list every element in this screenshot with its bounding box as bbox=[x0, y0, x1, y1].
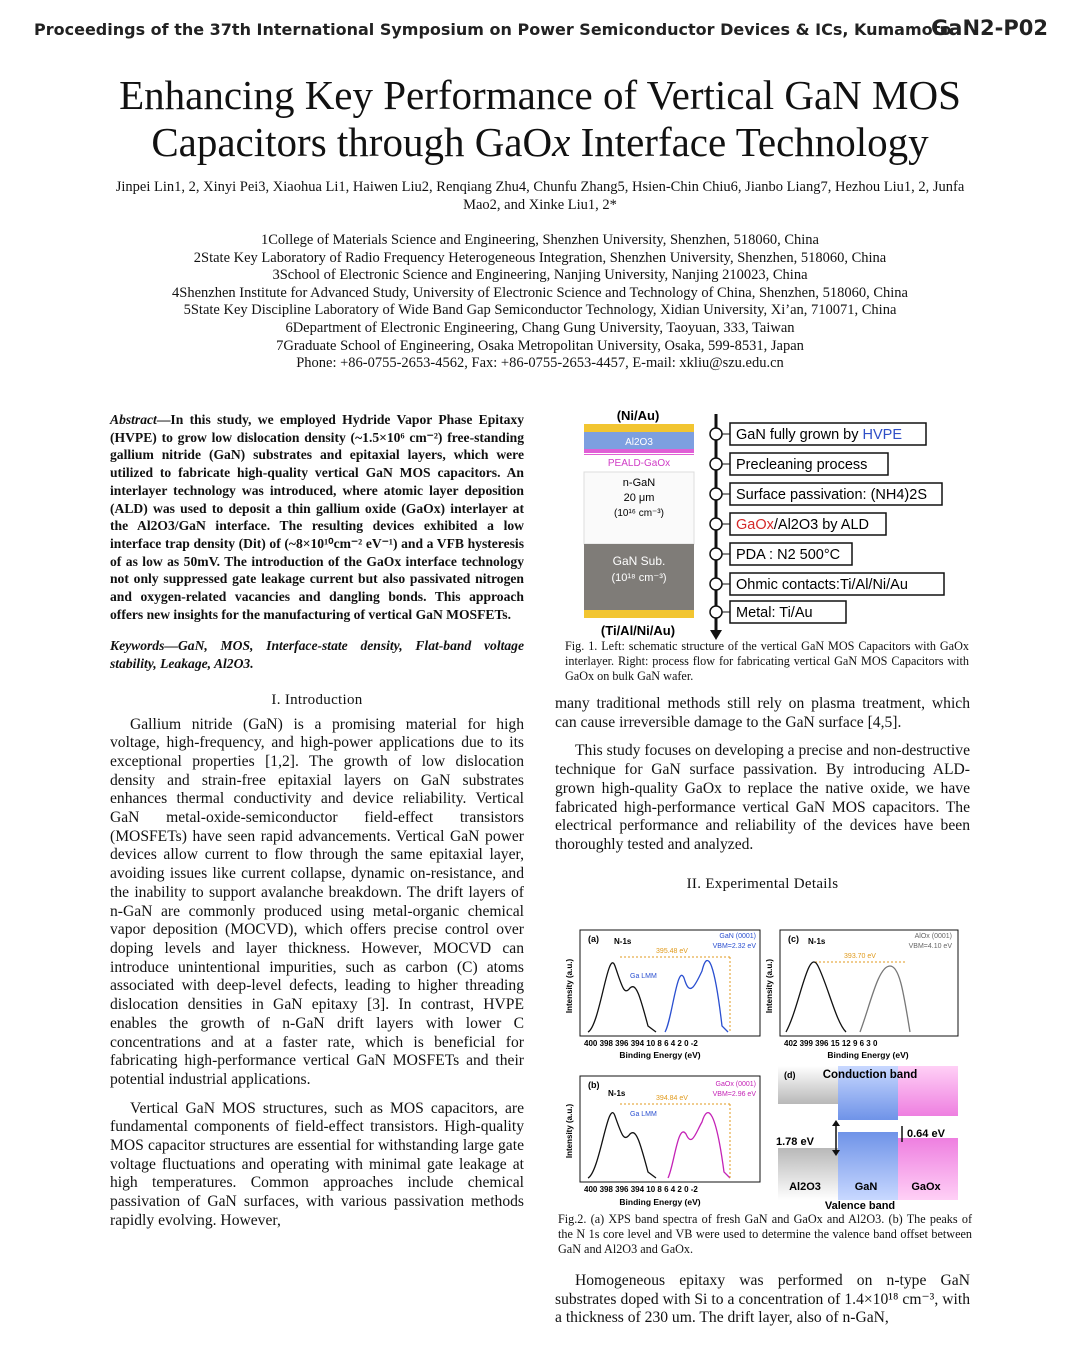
affiliations bbox=[60, 232, 1020, 373]
svg-text:GaN (0001): GaN (0001) bbox=[719, 933, 756, 940]
svg-text:GaOx/Al2O3 by ALD: GaOx/Al2O3 by ALD bbox=[736, 517, 869, 533]
step-1 bbox=[710, 423, 926, 445]
affiliation: 6Department of Electronic Engineering, Chang Gung University, Taoyuan, 333, Taiwan bbox=[285, 319, 795, 336]
svg-text:N-1s: N-1s bbox=[614, 937, 632, 946]
svg-text:GaOx: GaOx bbox=[911, 1181, 941, 1193]
title-line-1: Enhancing Key Performance of Vertical GaN MOS bbox=[119, 72, 961, 118]
svg-text:AlOx (0001): AlOx (0001) bbox=[914, 933, 952, 940]
process-flow bbox=[710, 423, 944, 623]
figure-2 bbox=[560, 926, 970, 1210]
panel-c bbox=[765, 930, 958, 1060]
step-5 bbox=[710, 543, 852, 565]
svg-text:Al2O3: Al2O3 bbox=[789, 1181, 821, 1193]
svg-text:400 398 396 394 10 8 6 4: 400 398 396 394 10 8 6 4 2 0 -2 bbox=[584, 1185, 698, 1194]
top-metal-layer bbox=[584, 424, 694, 432]
step-6 bbox=[710, 573, 944, 595]
ngan-label: n-GaN bbox=[622, 477, 656, 489]
svg-text:Ga LMM: Ga LMM bbox=[630, 973, 657, 980]
step-3 bbox=[710, 483, 942, 505]
substrate-doping: (10¹⁸ cm⁻³) bbox=[611, 572, 667, 584]
paper-title bbox=[60, 72, 1020, 166]
svg-text:Intensity (a.u.): Intensity (a.u.) bbox=[565, 1103, 574, 1159]
contact-line: Phone: +86-0755-2653-4562, Fax: +86-0755-2653-4457, E-mail: xkliu@szu.edu.cn bbox=[296, 355, 784, 372]
top-contact-label: (Ni/Au) bbox=[616, 408, 660, 423]
svg-text:Valence band: Valence band bbox=[824, 1200, 896, 1210]
conference-header: Proceedings of the 37th International Symposium on Power Semiconductor Devices & ICs, Kumamoto bbox=[34, 20, 952, 39]
keywords: Keywords—GaN, MOS, Interface-state density, Flat-band voltage stability, Leakage, Al2O3. bbox=[110, 638, 524, 672]
svg-text:(a): (a) bbox=[588, 934, 599, 944]
svg-text:VBM=2.96 eV: VBM=2.96 eV bbox=[712, 1091, 756, 1098]
panel-a bbox=[565, 930, 760, 1060]
bottom-contact-label: (Ti/Al/Ni/Au) bbox=[600, 623, 676, 638]
svg-text:395.48 eV: 395.48 eV bbox=[656, 948, 688, 955]
paper-code: GaN2-P02 bbox=[931, 16, 1048, 40]
panel-d bbox=[776, 1066, 958, 1210]
svg-text:PDA : N2 500°C: PDA : N2 500°C bbox=[736, 547, 841, 563]
svg-text:(b): (b) bbox=[588, 1080, 600, 1090]
svg-text:402 399 396 15 12 9 6: 402 399 396 15 12 9 6 3 0 bbox=[784, 1039, 878, 1048]
svg-text:Surface passivation: (NH4)2S: Surface passivation: (NH4)2S bbox=[736, 487, 927, 503]
ngan-thickness: 20 μm bbox=[623, 492, 655, 504]
section-heading-experimental: II. Experimental Details bbox=[686, 875, 839, 892]
svg-text:N-1s: N-1s bbox=[608, 1089, 626, 1098]
abstract: Abstract—In this study, we employed Hydride Vapor Phase Epitaxy (HVPE) to grow low dislocation density (~1.5×10⁶ cm⁻²) free-standing gallium nitride (GaN) substrates and epitaxial layers, which were utilized to fabricate high-quality vertical GaN MOS capacitors. An interlayer technology was introduced, where atomic layer deposition (ALD) was used to deposit a thin gallium oxide (GaOx) interlayer at the Al2O3/GaN interface. The resulting devices exhibited a low interface trap density (Dit) of (~8×10¹⁰cm⁻² eV⁻¹) and a VFB hysteresis of as low as 50mV. The introduction of the GaOx interface technology not only suppressed gate leakage current but also passivated nitrogen and oxygen-related vacancies and dangling bonds. This approach offers new insights for the manufacturing of vertical GaN MOSFETs. bbox=[110, 412, 524, 622]
svg-text:Ga LMM: Ga LMM bbox=[630, 1111, 657, 1118]
body-paragraph: Vertical GaN MOS structures, such as MOS capacitors, are fundamental components of field-effect transistors. High-quality MOS capacitor structures are essential for withstanding large gate voltage fluctuations and operating with minimal gate leakage at high temperatures. Common approaches include chemical passivation of GaN surfaces, with various passivation methods rapidly evolving. However, bbox=[110, 1099, 524, 1229]
svg-text:Conduction band: Conduction band bbox=[822, 1069, 918, 1081]
al2o3-label: Al2O3 bbox=[625, 437, 653, 448]
affiliation: 1College of Materials Science and Engineering, Shenzhen University, Shenzhen, 518060, China bbox=[261, 232, 819, 248]
svg-text:Binding Energy (eV): Binding Energy (eV) bbox=[619, 1197, 701, 1207]
svg-text:Binding Energy (eV): Binding Energy (eV) bbox=[827, 1050, 909, 1060]
substrate-label: GaN Sub. bbox=[612, 554, 666, 568]
svg-text:Precleaning process: Precleaning process bbox=[736, 457, 868, 473]
body-paragraph: Homogeneous epitaxy was performed on n-type GaN substrates doped with Si to a concentration of 1.4×10¹⁸ cm⁻³, with a thickness of 230 um. The drift layer, also of n-GaN, bbox=[555, 1272, 970, 1327]
svg-text:GaN: GaN bbox=[854, 1181, 878, 1193]
svg-text:0.64 eV: 0.64 eV bbox=[907, 1128, 945, 1140]
svg-text:Intensity (a.u.): Intensity (a.u.) bbox=[565, 958, 574, 1014]
svg-text:GaOx (0001): GaOx (0001) bbox=[715, 1081, 756, 1088]
affiliation: 2State Key Laboratory of Radio Frequency Heterogeneous Integration, Shenzhen University, Shenzhen, 518060, China bbox=[193, 249, 887, 266]
svg-text:(d): (d) bbox=[784, 1070, 796, 1080]
peald-label: PEALD-GaOx bbox=[607, 458, 671, 469]
svg-text:1.78 eV: 1.78 eV bbox=[776, 1136, 814, 1148]
figure-2-caption: Fig.2. (a) XPS band spectra of fresh GaN and GaOx and Al2O3. (b) The peaks of the N 1s core level and VB were used to determine the valence band offset between GaN and Al2O3 and GaOx. bbox=[558, 1212, 972, 1257]
left-column bbox=[110, 411, 524, 1231]
svg-text:393.70 eV: 393.70 eV bbox=[844, 953, 876, 960]
step-7 bbox=[710, 601, 846, 623]
body-paragraph: many traditional methods still rely on plasma treatment, which can cause irreversible damage to the GaN surface [4,5]. bbox=[555, 695, 970, 731]
affiliation: 3School of Electronic Science and Engineering, Nanjing University, Nanjing 210023, China bbox=[272, 267, 808, 284]
svg-text:N-1s: N-1s bbox=[808, 937, 826, 946]
svg-text:(c): (c) bbox=[788, 934, 799, 944]
step-4 bbox=[710, 513, 886, 535]
bottom-metal-layer bbox=[584, 610, 694, 618]
svg-text:GaN fully grown by HVPE: GaN fully grown by HVPE bbox=[736, 427, 903, 443]
figure-1 bbox=[560, 404, 980, 640]
svg-text:Ohmic contacts:Ti/Al/Ni/Au: Ohmic contacts:Ti/Al/Ni/Au bbox=[736, 577, 908, 593]
svg-text:VBM=2.32 eV: VBM=2.32 eV bbox=[712, 943, 756, 950]
svg-text:394.84 eV: 394.84 eV bbox=[656, 1095, 688, 1102]
affiliation: 4Shenzhen Institute for Advanced Study, University of Electronic Science and Technology of China, Shenzhen, 518060, China bbox=[172, 284, 908, 301]
title-line-2: Capacitors through GaOx Interface Technology bbox=[151, 119, 929, 165]
right-column-bottom bbox=[555, 1272, 970, 1328]
svg-text:VBM=4.10 eV: VBM=4.10 eV bbox=[908, 943, 952, 950]
svg-text:Binding Energy (eV): Binding Energy (eV) bbox=[619, 1050, 701, 1060]
body-paragraph: This study focuses on developing a precise and non-destructive technique for GaN surface passivation. By introducing ALD-grown high-quality GaOx to replace the native oxide, we have fabricated high-performance vertical GaN MOS capacitors. The electrical performance and reliability of the devices have been thoroughly tested and analyzed. bbox=[555, 742, 970, 853]
right-column-top bbox=[555, 695, 970, 899]
affiliation: 5State Key Discipline Laboratory of Wide Band Gap Semiconductor Technology, Xidian University, Xi’an, 710071, China bbox=[183, 302, 897, 319]
step-2 bbox=[710, 453, 888, 475]
svg-text:Intensity (a.u.): Intensity (a.u.) bbox=[765, 958, 774, 1014]
svg-text:Metal: Ti/Au: Metal: Ti/Au bbox=[736, 605, 813, 621]
affiliation: 7Graduate School of Engineering, Osaka Metropolitan University, Osaka, 599-8531, Japan bbox=[276, 337, 804, 354]
svg-text:400 398 396 394 10 8 6 4: 400 398 396 394 10 8 6 4 2 0 -2 bbox=[584, 1039, 698, 1048]
panel-b bbox=[565, 1076, 760, 1207]
figure-1-caption: Fig. 1. Left: schematic structure of the vertical GaN MOS Capacitors with GaOx interlayer. Right: process flow for fabricating vertical GaN MOS Capacitors with GaOx on bulk GaN wafer. bbox=[565, 639, 969, 684]
section-heading-introduction: I. Introduction bbox=[271, 691, 363, 708]
body-paragraph: Gallium nitride (GaN) is a promising material for high voltage, high-frequency, and high-power applications due to its exceptional properties [1,2]. The growth of low dislocation density and strain-free epitaxial layers on GaN substrates enhances thermal conductivity and device reliability. Vertical GaN metal-oxide-semiconductor field-effect transistors (MOSFETs) have seen rapid advancements. Vertical GaN power devices allow current to flow through the same epitaxial layer, avoiding issues like current collapse, dynamic on-resistance, and the inability to support avalanche breakdown. The drift layers of n-GaN are commonly produced using metal-organic chemical vapor deposition (MOCVD), which offers precise control over doping levels and layer thickness. However, MOCVD can introduce unintentional impurities, such as carbon (C) atoms associated with deep-level defects, leading to higher threading dislocation densities in GaN epitaxy [3]. In contrast, HVPE enables the growth of n-GaN drift layers with lower C concentrations and at a faster rate, which is beneficial for fabricating high-performance vertical GaN MOSFETs and their potential industrial applications. bbox=[110, 715, 524, 1088]
author-list: Jinpei Lin1, 2, Xinyi Pei3, Xiaohua Li1, Haiwen Liu2, Renqiang Zhu4, Chunfu Zhang5, Hsien-Chin Chiu6, Jianbo Liang7, Hezhou Liu1, 2, Junfa Mao2, and Xinke Liu1, 2* bbox=[115, 179, 965, 213]
ngan-doping: (10¹⁶ cm⁻³) bbox=[614, 508, 664, 519]
